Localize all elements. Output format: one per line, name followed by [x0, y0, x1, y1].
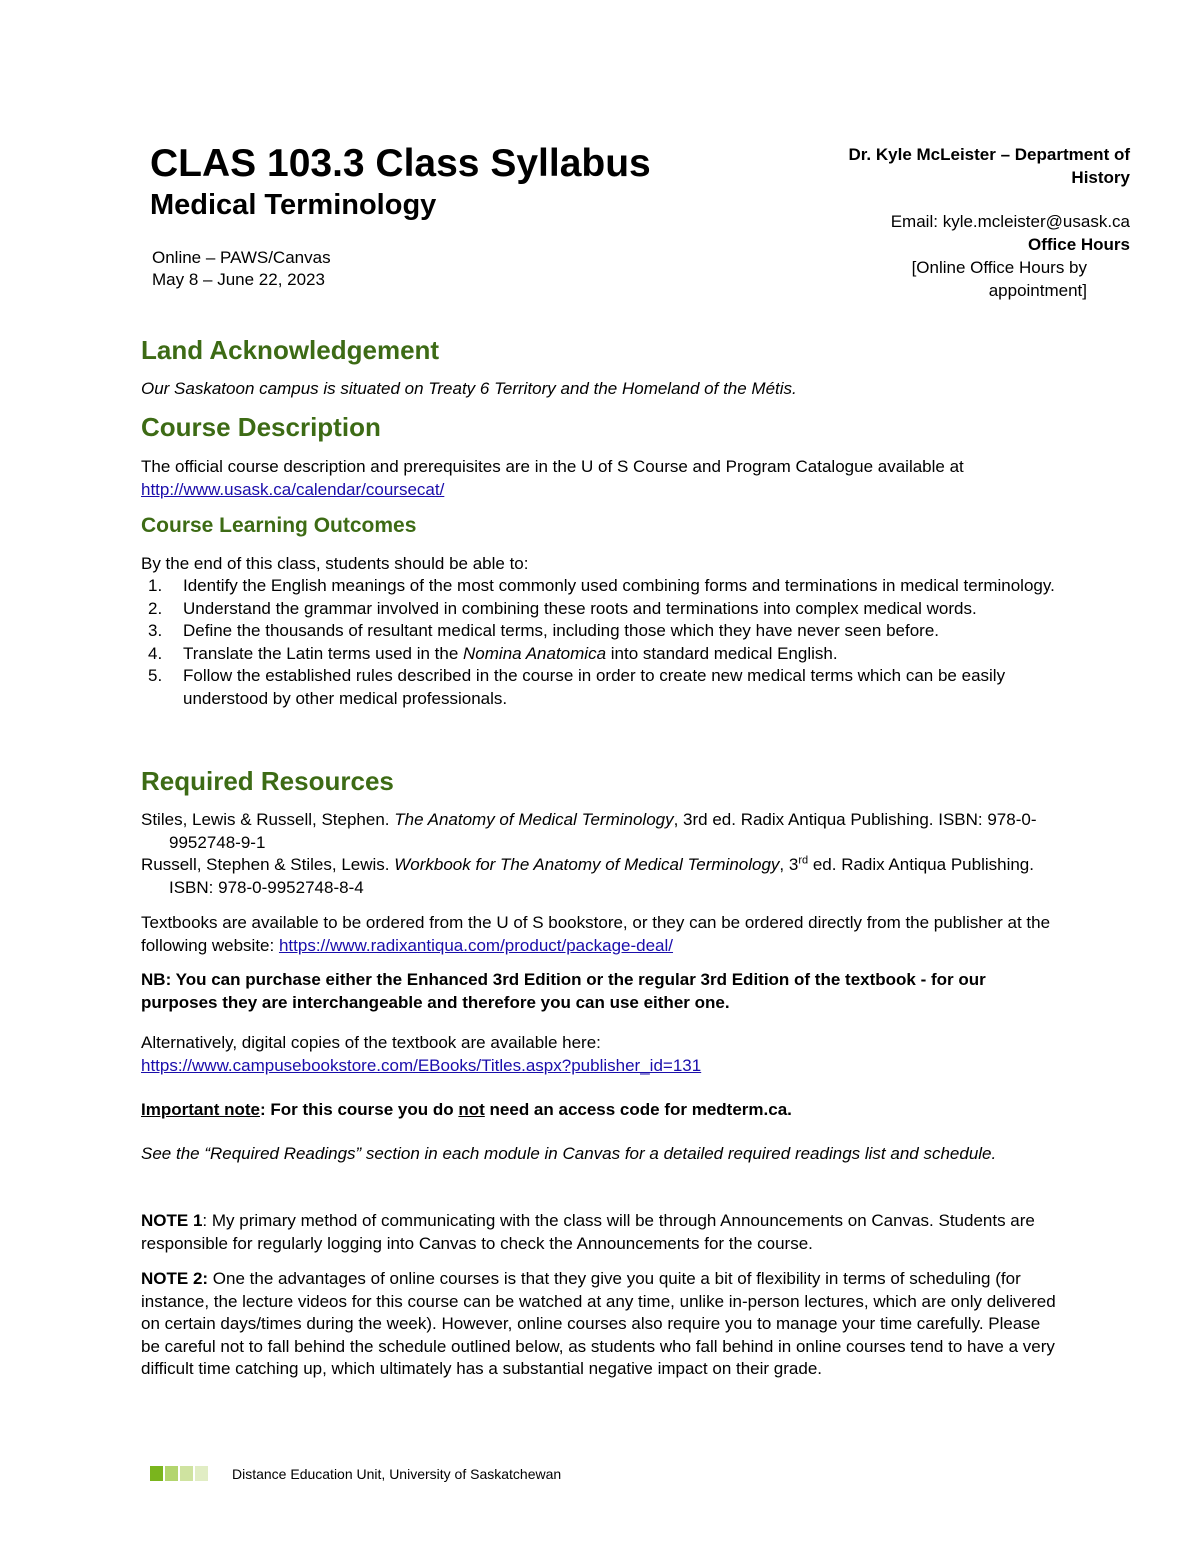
- ebookstore-link[interactable]: https://www.campusebookstore.com/EBooks/Titles.aspx?publisher_id=131: [141, 1056, 702, 1075]
- list-item: 2. Understand the grammar involved in combining these roots and terminations into complex medical words.: [148, 598, 977, 618]
- office-hours-line1: [Online Office Hours by: [911, 258, 1087, 277]
- list-item: 3. Define the thousands of resultant medical terms, including those which they have never seen before.: [148, 621, 939, 640]
- instructor-email-line: [891, 210, 1130, 233]
- footer-bar-block: [150, 1466, 163, 1481]
- publisher-link[interactable]: https://www.radixantiqua.com/product/package-deal/: [278, 935, 674, 955]
- course-description-heading: Course Description: [141, 412, 381, 442]
- footer-bar-block: [180, 1466, 193, 1481]
- course-dates: May 8 – June 22, 2023: [152, 270, 325, 289]
- office-hours-line2: appointment]: [988, 281, 1087, 300]
- list-item: 4. Translate the Latin terms used in the Nomina Anatomica into standard medical English.: [148, 643, 838, 663]
- note-2-paragraph: NOTE 2: One the advantages of online courses is that they give you quite a bit of flexibility in terms of scheduling (for instance, the lecture videos for this course can be watched at any time, unlike in-person lectures, which are only delivered on certain days/times during the week). However, online courses also require you to manage your time carefully. Please be careful not to fall behind the schedule outlined below, as students who fall behind in online courses tend to have a very difficult time catching up, which ultimately has a substantial negative impact on their grade.: [141, 1269, 1056, 1378]
- list-item: 5. Follow the established rules described in the course in order to create new medical terms which can be easily understood by other medical professionals.: [148, 666, 1006, 708]
- land-acknowledgement-heading: Land Acknowledgement: [141, 335, 440, 365]
- email-label: Email:: [890, 212, 943, 231]
- reference-textbook: Stiles, Lewis & Russell, Stephen. The Anatomy of Medical Terminology, 3rd ed. Radix Antiqua Publishing. ISBN: 978-0-9952748-9-1: [141, 810, 1037, 852]
- footer-text: Distance Education Unit, University of Saskatchewan: [232, 1466, 562, 1482]
- learning-outcomes-intro: By the end of this class, students should be able to:: [141, 554, 529, 573]
- list-item: 1. Identify the English meanings of the most commonly used combining forms and terminations in medical terminology.: [148, 576, 1055, 595]
- instructor-name: Dr. Kyle McLeister – Department of: [848, 145, 1130, 164]
- footer-bar-block: [165, 1466, 178, 1481]
- course-description-text: [141, 456, 1061, 501]
- digital-copies-link-line: [141, 1055, 1061, 1078]
- instructor-email[interactable]: kyle.mcleister@usask.ca: [942, 212, 1130, 231]
- nb-paragraph: NB: You can purchase either the Enhanced 3rd Edition or the regular 3rd Edition of the textbook - for our purposes they are interchangeable and therefore you can use either one.: [141, 970, 986, 1012]
- footer-logo-bar: [150, 1466, 210, 1481]
- course-description-body: The official course description and prerequisites are in the U of S Course and Program Catalogue available at: [141, 457, 964, 476]
- page-title: CLAS 103.3 Class Syllabus: [150, 142, 651, 185]
- land-acknowledgement-text: Our Saskatoon campus is situated on Treaty 6 Territory and the Homeland of the Métis.: [141, 379, 797, 398]
- bookstore-paragraph: Textbooks are available to be ordered from the U of S bookstore, or they can be ordered directly from the publisher at the following website: https://www.radixantiqua.com/product/package-deal/: [141, 913, 1051, 955]
- office-hours-label: Office Hours: [1027, 235, 1130, 254]
- note-1-paragraph: NOTE 1: My primary method of communicating with the class will be through Announcements on Canvas. Students are responsible for regularly logging into Canvas to check the Announcements for the course.: [141, 1211, 1035, 1253]
- required-readings-note: See the “Required Readings” section in each module in Canvas for a detailed required readings list and schedule.: [141, 1144, 997, 1163]
- reference-workbook: Russell, Stephen & Stiles, Lewis. Workbook for The Anatomy of Medical Terminology, 3rd ed. Radix Antiqua Publishing. ISBN: 978-0-9952748-8-4: [141, 854, 1034, 897]
- page-subtitle: Medical Terminology: [150, 189, 437, 221]
- learning-outcomes-list: [141, 575, 1061, 710]
- delivery-mode: Online – PAWS/Canvas: [152, 248, 331, 267]
- learning-outcomes-heading: Course Learning Outcomes: [141, 514, 417, 537]
- instructor-department: History: [1071, 168, 1130, 187]
- digital-copies-text: Alternatively, digital copies of the textbook are available here:: [141, 1033, 601, 1052]
- footer-bar-block: [195, 1466, 208, 1481]
- required-resources-heading: Required Resources: [141, 766, 394, 796]
- course-catalogue-link[interactable]: http://www.usask.ca/calendar/coursecat/: [141, 479, 445, 499]
- important-note: Important note: For this course you do not need an access code for medterm.ca.: [141, 1100, 792, 1119]
